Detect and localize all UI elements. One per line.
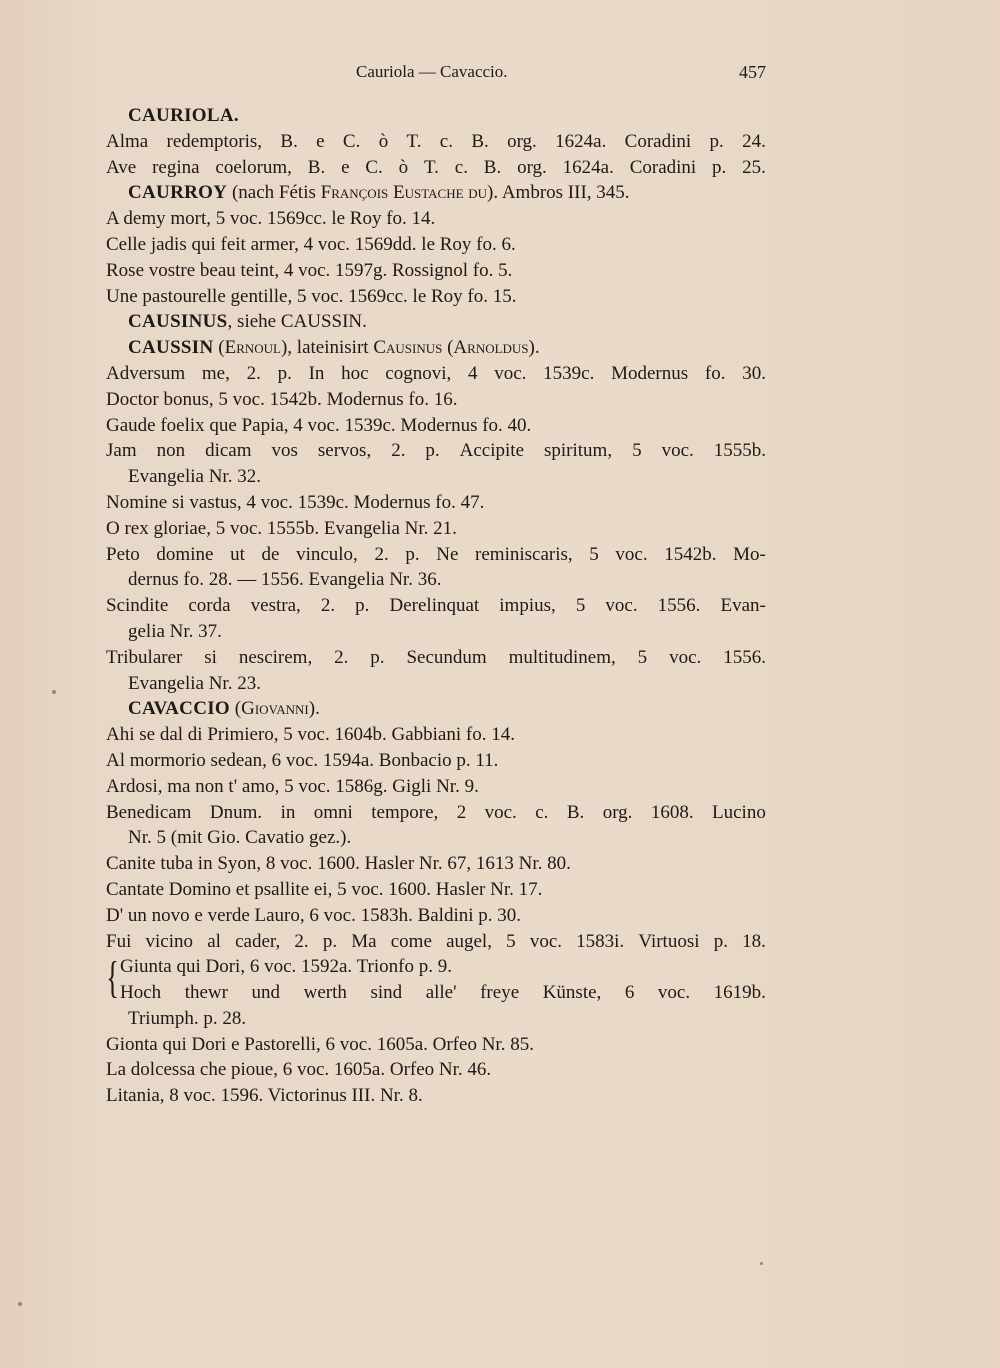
- word: regina: [152, 156, 200, 178]
- word: Derelinquat: [389, 595, 480, 617]
- word: voc.: [605, 595, 638, 617]
- word: de: [261, 543, 280, 565]
- entry-line: Nomine si vastus, 4 voc. 1539c. Modernus fo. 47.: [106, 491, 485, 513]
- word: Mo-: [733, 543, 766, 565]
- word: 1608.: [650, 801, 694, 823]
- word: voc.: [669, 646, 702, 668]
- word: voc.: [657, 982, 691, 1004]
- entry-line: [106, 980, 766, 1006]
- word: Ma: [351, 930, 377, 952]
- word: come: [390, 930, 432, 952]
- word: org.: [602, 801, 633, 823]
- entry-line: Celle jadis qui feit armer, 4 voc. 1569dd. le Roy fo. 6.: [106, 233, 516, 255]
- word: Hoch: [120, 982, 162, 1004]
- word: freye: [480, 982, 520, 1004]
- word: coelorum,: [215, 156, 292, 178]
- word: B.: [483, 156, 502, 178]
- word: B.: [566, 801, 585, 823]
- word: p.: [713, 930, 728, 952]
- word: si: [204, 646, 217, 668]
- entry-line: [106, 129, 766, 155]
- word: vinculo,: [296, 543, 358, 565]
- word: 18.: [742, 930, 766, 952]
- entry-line: Une pastourelle gentille, 5 voc. 1569cc. le Roy fo. 15.: [106, 285, 517, 307]
- entry-line-continuation: gelia Nr. 37.: [128, 620, 222, 642]
- entry-line: Cantate Domino et psallite ei, 5 voc. 1600. Hasler Nr. 17.: [106, 878, 543, 900]
- word: 2: [456, 801, 467, 823]
- word: Benedicam: [106, 801, 192, 823]
- entry-heading-cauriola: CAURIOLA.: [128, 105, 239, 126]
- word: 5: [637, 646, 648, 668]
- entry-line: [106, 645, 766, 671]
- entry-line: Gionta qui Dori e Pastorelli, 6 voc. 1605a. Orfeo Nr. 85.: [106, 1033, 534, 1055]
- word: alle': [425, 982, 457, 1004]
- word: dicam: [205, 440, 252, 462]
- entry-line: Al mormorio sedean, 6 voc. 1594a. Bonbacio p. 11.: [106, 749, 499, 771]
- word: in: [280, 801, 296, 823]
- word: corda: [188, 595, 231, 617]
- word: 5: [589, 543, 599, 565]
- word: tempore,: [371, 801, 439, 823]
- word: voc.: [529, 930, 562, 952]
- word: fo.: [704, 362, 726, 384]
- word: C.: [365, 156, 383, 178]
- word: 30.: [742, 362, 766, 384]
- word: hoc: [341, 362, 369, 384]
- word: p.: [712, 156, 727, 178]
- word: thewr: [184, 982, 228, 1004]
- word: B.: [471, 130, 489, 152]
- entry-line: D' un novo e verde Lauro, 6 voc. 1583h. Baldini p. 30.: [106, 904, 522, 926]
- entry-line: A demy mort, 5 voc. 1569cc. le Roy fo. 14.: [106, 208, 436, 230]
- ink-speck: [18, 1302, 22, 1306]
- word: voc.: [484, 801, 517, 823]
- word: T.: [406, 130, 422, 152]
- word: In: [308, 362, 325, 384]
- word: spiritum,: [544, 440, 613, 462]
- word: voc.: [661, 440, 694, 462]
- entry-line: Gaude foelix que Papia, 4 voc. 1539c. Modernus fo. 40.: [106, 414, 532, 436]
- word: c.: [535, 801, 549, 823]
- word: Virtuosi: [638, 930, 700, 952]
- running-header: [106, 62, 766, 86]
- word: 6: [624, 982, 635, 1004]
- word: C.: [342, 130, 361, 152]
- word: Scindite: [106, 595, 169, 617]
- word: multitudinem,: [508, 646, 616, 668]
- word: p.: [425, 440, 440, 462]
- word: 2.: [334, 646, 349, 668]
- entry-line: [106, 542, 766, 568]
- entry-line: [106, 800, 766, 826]
- entry-line-continuation: Evangelia Nr. 32.: [128, 466, 261, 488]
- word: Alma: [106, 130, 149, 152]
- word: Evan-: [720, 595, 766, 617]
- word: ut: [230, 543, 245, 565]
- entry-heading-caurroy: CAURROY (nach Fétis François Eustache du). Ambros III, 345.: [128, 182, 630, 204]
- word: 5: [506, 930, 516, 952]
- word: 5: [575, 595, 586, 617]
- entry-line-continuation: Evangelia Nr. 23.: [128, 672, 261, 694]
- word: ò: [378, 130, 389, 152]
- word: 1619b.: [713, 982, 766, 1004]
- entry-heading-caussin: CAUSSIN (Ernoul), lateinisirt Causinus (Arnoldus).: [128, 337, 540, 359]
- page-number: 457: [739, 62, 766, 82]
- entry-line: Litania, 8 voc. 1596. Victorinus III. Nr. 8.: [106, 1085, 423, 1107]
- word: B.: [307, 156, 326, 178]
- entry-line-continuation: Nr. 5 (mit Gio. Cavatio gez.).: [128, 827, 352, 849]
- entry-line: Canite tuba in Syon, 8 voc. 1600. Hasler Nr. 67, 1613 Nr. 80.: [106, 853, 571, 875]
- word: und: [251, 982, 281, 1004]
- word: 1583i.: [576, 930, 625, 952]
- word: domine: [156, 543, 214, 565]
- word: 1555b.: [713, 440, 766, 462]
- word: Ave: [106, 156, 137, 178]
- word: non: [156, 440, 186, 462]
- entry-line: [106, 155, 766, 181]
- word: 1539c.: [543, 362, 595, 384]
- word: e: [316, 130, 325, 152]
- word: Dnum.: [209, 801, 263, 823]
- word: impius,: [499, 595, 556, 617]
- word: Secundum: [406, 646, 487, 668]
- word: Accipite: [459, 440, 525, 462]
- entry-line: Doctor bonus, 5 voc. 1542b. Modernus fo. 16.: [106, 388, 458, 410]
- entry-line-continuation: dernus fo. 28. — 1556. Evangelia Nr. 36.: [128, 569, 442, 591]
- entry-line-continuation: Triumph. p. 28.: [128, 1007, 247, 1029]
- entry-line: Ardosi, ma non t' amo, 5 voc. 1586g. Gigli Nr. 9.: [106, 775, 479, 797]
- word: 1624a.: [555, 130, 607, 152]
- entry-line: [106, 361, 766, 387]
- word: 25.: [742, 156, 766, 178]
- word: Modernus: [611, 362, 689, 384]
- word: T.: [423, 156, 439, 178]
- entry-line: Giunta qui Dori, 6 voc. 1592a. Trionfo p. 9.: [120, 956, 452, 978]
- entry-line: Rose vostre beau teint, 4 voc. 1597g. Rossignol fo. 5.: [106, 259, 513, 281]
- word: 4: [468, 362, 478, 384]
- word: p.: [277, 362, 292, 384]
- word: cader,: [235, 930, 281, 952]
- word: Jam: [106, 440, 137, 462]
- entry-line: La dolcessa che pioue, 6 voc. 1605a. Orfeo Nr. 46.: [106, 1059, 492, 1081]
- word: werth: [303, 982, 347, 1004]
- word: Coradini: [624, 130, 692, 152]
- word: reminiscaris,: [475, 543, 573, 565]
- entry-line: [106, 438, 766, 464]
- word: c.: [454, 156, 468, 178]
- entry-heading-cavaccio: CAVACCIO (Giovanni).: [128, 698, 320, 720]
- word: Tribularer: [106, 646, 183, 668]
- word: p.: [370, 646, 385, 668]
- word: nescirem,: [238, 646, 313, 668]
- word: me,: [201, 362, 230, 384]
- word: org.: [517, 156, 547, 178]
- word: Peto: [106, 543, 140, 565]
- ink-speck: [760, 1262, 763, 1265]
- word: cognovi,: [385, 362, 452, 384]
- word: sind: [370, 982, 403, 1004]
- word: p.: [405, 543, 420, 565]
- word: redemptoris,: [166, 130, 263, 152]
- word: 2.: [246, 362, 261, 384]
- word: p.: [709, 130, 724, 152]
- page-body: [106, 103, 766, 1109]
- word: al: [207, 930, 221, 952]
- ink-speck: [52, 690, 56, 694]
- entry-heading-causinus: CAUSINUS, siehe CAUSSIN.: [128, 311, 367, 333]
- bracketed-entry-group: [106, 954, 766, 1006]
- word: omni: [313, 801, 353, 823]
- entry-line: O rex gloriae, 5 voc. 1555b. Evangelia Nr. 21.: [106, 517, 457, 539]
- word: voc.: [615, 543, 648, 565]
- word: 2.: [391, 440, 406, 462]
- word: 1556.: [657, 595, 701, 617]
- word: Lucino: [712, 801, 766, 823]
- running-title: Cauriola — Cavaccio.: [356, 62, 508, 81]
- word: servos,: [317, 440, 372, 462]
- word: Fui: [106, 930, 132, 952]
- word: 2.: [294, 930, 309, 952]
- word: B.: [280, 130, 298, 152]
- entry-line: [106, 929, 766, 955]
- word: Adversum: [106, 362, 186, 384]
- word: 1542b.: [664, 543, 717, 565]
- word: 5: [632, 440, 642, 462]
- curly-brace: {: [106, 953, 119, 1003]
- entry-line: [106, 593, 766, 619]
- word: 2.: [374, 543, 389, 565]
- word: ò: [398, 156, 409, 178]
- entry-line: Ahi se dal di Primiero, 5 voc. 1604b. Gabbiani fo. 14.: [106, 724, 515, 746]
- word: c.: [439, 130, 453, 152]
- word: Künste,: [542, 982, 602, 1004]
- word: Ne: [436, 543, 459, 565]
- word: vestra,: [250, 595, 301, 617]
- word: p.: [355, 595, 370, 617]
- word: e: [341, 156, 350, 178]
- word: 1556.: [723, 646, 766, 668]
- word: Coradini: [629, 156, 697, 178]
- word: vicino: [145, 930, 194, 952]
- word: org.: [507, 130, 537, 152]
- word: 1624a.: [562, 156, 614, 178]
- word: vos: [271, 440, 298, 462]
- word: p.: [322, 930, 338, 952]
- word: 2.: [320, 595, 336, 617]
- word: 24.: [742, 130, 766, 152]
- word: voc.: [494, 362, 527, 384]
- word: augel,: [446, 930, 492, 952]
